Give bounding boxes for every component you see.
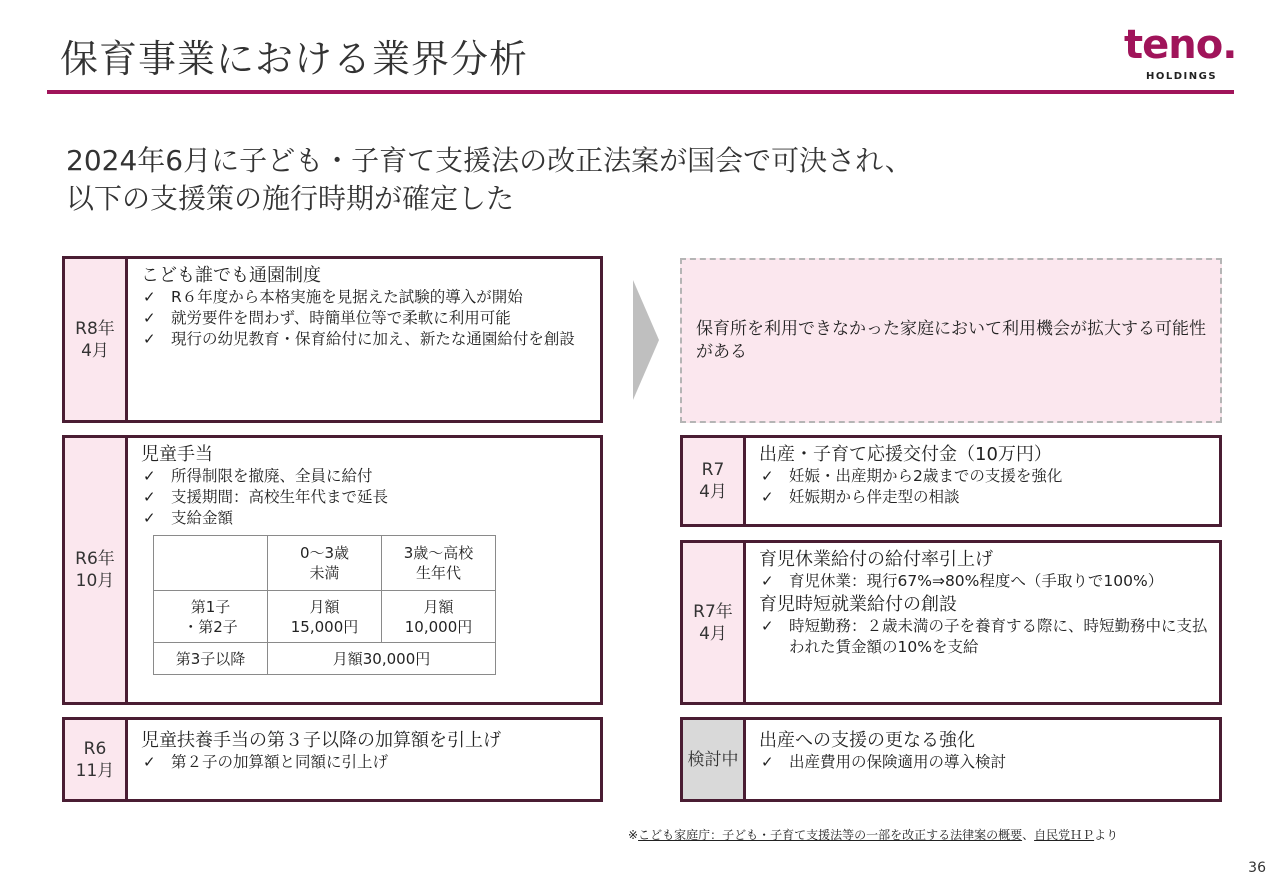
logo-subtitle: HOLDINGS	[1146, 71, 1218, 82]
chevron-right-icon	[633, 280, 659, 400]
bullet-list	[141, 287, 590, 350]
card-childcare-leave-benefit	[680, 540, 1222, 705]
source-link-ldp[interactable]: 自民党ＨＰ	[1034, 828, 1095, 842]
list-item: ✓ 時短勤務：２歳未満の子を養育する際に、時短勤務中に支払われた賃金額の10%を支給	[759, 616, 1209, 658]
card-content	[141, 265, 590, 350]
list-item: ✓ 第２子の加算額と同額に引上げ	[141, 752, 590, 773]
bullet-list	[759, 616, 1209, 658]
page-number: 36	[1248, 860, 1266, 876]
list-item: ✓ 支給金額	[141, 508, 590, 529]
table-row-label: 第1子 ・第2子	[154, 591, 268, 643]
headline-line-2: 以下の支援策の施行時期が確定した	[66, 182, 515, 215]
card-child-support-allowance	[62, 717, 603, 802]
card-subheading: 育児時短就業給付の創設	[759, 594, 957, 615]
card-date-label: R8年 4月	[65, 259, 128, 420]
card-heading: 出産への支援の更なる強化	[759, 730, 975, 751]
card-content	[759, 549, 1209, 658]
bullet-list	[141, 752, 590, 773]
card-heading: 出産・子育て応援交付金（10万円）	[759, 444, 1052, 465]
logo[interactable]	[1124, 22, 1237, 84]
card-heading: こども誰でも通園制度	[141, 265, 321, 286]
list-item: ✓ 現行の幼児教育・保育給付に加え、新たな通園給付を創設	[141, 329, 590, 350]
outcome-text: 保育所を利用できなかった家庭において利用機会が拡大する可能性がある	[696, 318, 1206, 362]
bullet-list	[759, 571, 1209, 592]
source-note	[628, 826, 1118, 843]
bullet-list	[759, 752, 1209, 773]
allowance-table	[153, 535, 496, 675]
card-birth-support-grant	[680, 435, 1222, 527]
headline	[66, 142, 913, 218]
card-date-label: R7年 4月	[683, 543, 746, 702]
page-title: 保育事業における業界分析	[60, 37, 529, 81]
table-row	[154, 536, 496, 591]
table-corner-cell	[154, 536, 268, 591]
card-heading: 児童手当	[141, 444, 213, 465]
card-content	[759, 444, 1209, 508]
table-row	[154, 643, 496, 675]
list-item: ✓ 所得制限を撤廃、全員に給付	[141, 466, 590, 487]
table-header-cell: 0〜3歳 未満	[268, 536, 382, 591]
table-row-label: 第3子以降	[154, 643, 268, 675]
bullet-list	[759, 466, 1209, 508]
card-nursery-for-all	[62, 256, 603, 423]
card-heading: 育児休業給付の給付率引上げ	[759, 549, 993, 570]
card-content	[759, 730, 1209, 773]
card-date-label: R6年 10月	[65, 438, 128, 702]
table-header-cell: 3歳〜高校 生年代	[382, 536, 496, 591]
source-prefix: ※	[628, 828, 639, 842]
title-rule	[47, 90, 1234, 94]
card-date-label: R7 4月	[683, 438, 746, 524]
table-row	[154, 591, 496, 643]
source-link-cfa[interactable]: こども家庭庁：子ども・子育て支援法等の一部を改正する法律案の概要	[638, 828, 1023, 842]
card-content	[141, 730, 590, 773]
table-cell: 月額30,000円	[268, 643, 496, 675]
list-item: ✓ 育児休業：現行67%⇒80%程度へ（手取りで100%）	[759, 571, 1209, 592]
logo-wordmark: teno.	[1124, 22, 1237, 68]
source-separator: 、	[1022, 828, 1035, 842]
list-item: ✓ 支援期間：高校生年代まで延長	[141, 487, 590, 508]
list-item: ✓ 妊娠期から伴走型の相談	[759, 487, 1209, 508]
list-item: ✓ 就労要件を問わず、時簡単位等で柔軟に利用可能	[141, 308, 590, 329]
card-heading: 児童扶養手当の第３子以降の加算額を引上げ	[141, 730, 501, 751]
list-item: ✓ 出産費用の保険適用の導入検討	[759, 752, 1209, 773]
card-birth-support-strengthening	[680, 717, 1222, 802]
source-suffix: より	[1094, 828, 1119, 842]
bullet-list	[141, 466, 590, 529]
card-content	[141, 444, 590, 675]
card-child-allowance	[62, 435, 603, 705]
headline-line-1: 2024年6月に子ども・子育て支援法の改正法案が国会で可決され、	[66, 144, 913, 177]
list-item: ✓ 妊娠・出産期から2歳までの支援を強化	[759, 466, 1209, 487]
outcome-box	[680, 258, 1222, 423]
table-cell: 月額 15,000円	[268, 591, 382, 643]
card-status-label: 検討中	[683, 720, 746, 799]
list-item: ✓ R６年度から本格実施を見据えた試験的導入が開始	[141, 287, 590, 308]
card-date-label: R6 11月	[65, 720, 128, 799]
table-cell: 月額 10,000円	[382, 591, 496, 643]
